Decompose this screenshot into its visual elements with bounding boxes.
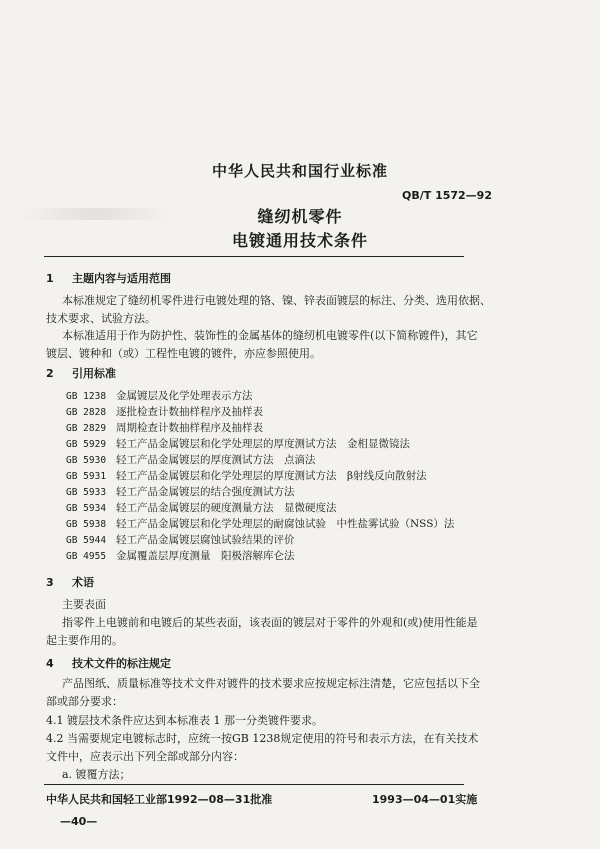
section2-title: 引用标准 [72,367,116,380]
section4-intro-line1: 产品图纸、质量标准等技术文件对镀件的技术要求应按规定标注清楚，它应包括以下全 [62,677,480,690]
reference-title: 轻工产品金属镀层和化学处理层的耐腐蚀试验 中性盐雾试验（NSS）法 [116,518,455,530]
section1-title: 主题内容与适用范围 [72,272,171,285]
reference-title: 轻工产品金属镀层的结合强度测试方法 [116,486,295,498]
section3-number: 3 [46,576,54,589]
reference-code: GB 5944 [66,535,107,546]
clause-4-2-line2: 文件中，应表示出下列全部或部分内容： [46,750,244,763]
footer-divider [44,784,464,785]
reference-item [66,436,410,451]
term-definition-line1: 指零件上电镀前和电镀后的某些表面，该表面的镀层对于零件的外观和(或)使用性能是 [62,616,478,629]
reference-title: 轻工产品金属镀层的厚度测试方法 点滴法 [116,454,316,466]
page-number: —40— [60,815,98,828]
reference-code: GB 5930 [66,455,107,466]
section1-para2-line1: 本标准适用于作为防护性、装饰性的金属基体的缝纫机电镀零件(以下简称镀件)，其它 [62,329,478,342]
reference-code: GB 2829 [66,423,107,434]
reference-item [66,532,295,547]
industry-standard-heading: 中华人民共和国行业标准 [211,162,388,180]
section1-heading [46,270,171,286]
clause-4-2-line1: 4.2 当需要规定电镀标志时，应统一按GB 1238规定使用的符号和表示方法，在有关技术 [46,732,479,745]
standard-code: QB/T 1572—92 [401,189,492,202]
reference-item [66,468,427,483]
clause-4-2-item-a: a. 镀覆方法； [62,768,131,781]
section3-title: 术语 [72,576,94,589]
reference-item [66,548,295,563]
title-divider [44,256,464,257]
reference-code: GB 4955 [66,551,107,562]
reference-title: 逐批检查计数抽样程序及抽样表 [116,406,263,418]
reference-item [66,452,316,467]
section1-para1-line1: 本标准规定了缝纫机零件进行电镀处理的铬、镍、锌表面镀层的标注、分类、选用依据、 [62,294,491,307]
document-title-line1: 缝纫机零件 [257,207,343,226]
reference-item [66,516,454,531]
reference-title: 轻工产品金属镀层和化学处理层的厚度测试方法 金相显微镜法 [116,438,410,450]
reference-title: 轻工产品金属镀层和化学处理层的厚度测试方法 β射线反向散射法 [116,470,427,482]
term-definition-line2: 起主要作用的。 [46,634,123,647]
section2-heading [46,365,116,381]
reference-code: GB 5929 [66,439,107,450]
approval-note: 中华人民共和国轻工业部1992—08—31批准 [46,793,273,806]
section1-number: 1 [46,272,54,285]
reference-code: GB 5938 [66,519,107,530]
reference-item [66,404,263,419]
reference-code: GB 2828 [66,407,107,418]
section1-para1-line2: 技术要求、试验方法。 [46,312,156,325]
reference-title: 轻工产品金属镀层腐蚀试验结果的评价 [116,534,295,546]
reference-title: 轻工产品金属镀层的硬度测量方法 显微硬度法 [116,502,337,514]
reference-item [66,500,337,515]
reference-title: 金属镀层及化学处理表示方法 [116,390,253,402]
clause-4-1: 4.1 镀层技术条件应达到本标准表 1 那一分类镀件要求。 [46,714,323,727]
reference-title: 周期检查计数抽样程序及抽样表 [116,422,263,434]
reference-item [66,420,263,435]
term-name: 主要表面 [62,598,106,611]
section2-number: 2 [46,367,54,380]
reference-code: GB 5931 [66,471,107,482]
section4-heading [46,655,171,671]
reference-code: GB 5933 [66,487,107,498]
reference-code: GB 5934 [66,503,107,514]
document-title-line2: 电镀通用技术条件 [231,231,368,250]
section4-intro-line2: 部或部分要求： [46,695,123,708]
reference-title: 金属覆盖层厚度测量 阳极溶解库仑法 [116,550,295,562]
reference-code: GB 1238 [66,391,107,402]
section4-title: 技术文件的标注规定 [72,657,171,670]
section4-number: 4 [46,657,54,670]
section1-para2-line2: 镀层、镀种和（或）工程性电镀的镀件，亦应参照使用。 [46,347,321,360]
reference-item [66,484,295,499]
implementation-date: 1993—04—01实施 [372,793,478,806]
section3-heading [46,574,94,590]
reference-item [66,388,253,403]
